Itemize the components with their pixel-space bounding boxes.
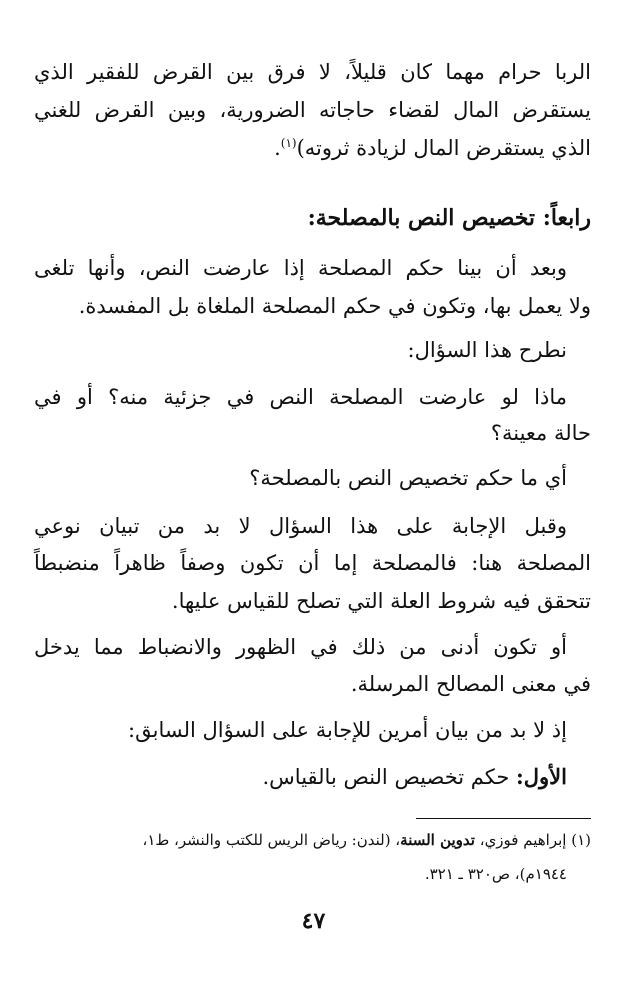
paragraph-6-line-2: المصلحة هنا: فالمصلحة إما أن تكون وصفاً ظاهراً منضبطاً [34,551,591,575]
footnote-marker: (١) [571,831,591,849]
section-heading: رابعاً: تخصيص النص بالمصلحة: [307,205,591,231]
paragraph-6-line-3: تتحقق فيه شروط العلة التي تصلح للقياس عليها. [171,589,591,613]
paragraph-4-line-1: ماذا لو عارضت المصلحة النص في جزئية منه؟ أو في [34,385,567,409]
paragraph-1-line-1: الربا حرام مهما كان قليلاً، لا فرق بين القرض للفقير الذي [34,60,591,84]
paragraph-9 [34,763,567,791]
paragraph-3: نطرح هذا السؤال: [407,338,567,362]
paragraph-9-text: حكم تخصيص النص بالقياس. [262,765,517,789]
paragraph-1-line-3-text: الذي يستقرض المال لزيادة ثروته) [296,136,591,160]
paragraph-8: إذ لا بد من بيان أمرين للإجابة على السؤال السابق: [128,718,567,742]
page-number: ٤٧ [301,908,326,934]
paragraph-1-line-2: يستقرض المال لقضاء حاجاته الضرورية، وبين القرض للغني [34,98,591,122]
paragraph-5: أي ما حكم تخصيص النص بالمصلحة؟ [249,466,567,490]
paragraph-7-line-2: في معنى المصالح المرسلة. [350,672,591,696]
footnote-author: إبراهيم فوزي، [474,831,572,849]
paragraph-6-line-1: وقبل الإجابة على هذا السؤال لا بد من تبيان نوعي [34,514,567,538]
paragraph-2-line-2: ولا يعمل بها، وتكون في حكم المصلحة الملغاة بل المفسدة. [78,294,591,318]
footnote-line-1 [34,828,591,852]
paragraph-1-line-3 [34,134,591,162]
paragraph-2-line-1: وبعد أن بينا حكم المصلحة إذا عارضت النص، وأنها تلغى [34,256,567,280]
paragraph-7-line-1: أو تكون أدنى من ذلك في الظهور والانضباط مما يدخل [34,635,567,659]
paragraph-1-line-3-end: . [274,136,281,160]
footnote-rest-1: ، (لندن: رياض الريس للكتب والنشر، ط١، [142,831,401,849]
footnote-separator [416,818,591,819]
paragraph-9-label: الأول: [516,764,567,789]
paragraph-4-line-2: حالة معينة؟ [490,421,591,445]
footnote-reference[interactable]: (١) [280,136,297,150]
footnote-line-2: ١٩٤٤م)، ص٣٢٠ ـ ٣٢١. [424,865,567,883]
footnote-title: تدوين السنة [400,831,475,849]
